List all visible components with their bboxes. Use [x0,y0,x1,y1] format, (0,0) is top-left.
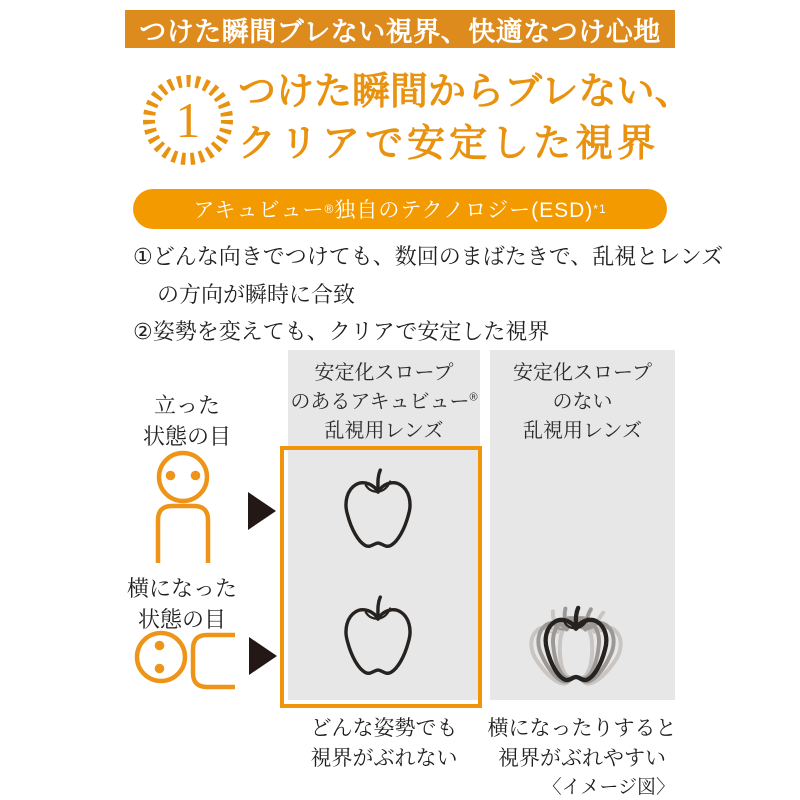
feature-heading-line1: つけた瞬間からブレない、 [238,71,693,113]
right-column-caption: 横になったりすると 視界がぶれやすい [487,717,677,770]
brand-name: アキュビュー [193,199,325,222]
bullet1-line1: ①どんな向きでつけても、数回のまばたきで、乱視とレンズ [133,244,724,269]
lying-pose-label: 横になった 状態の目 [126,576,237,632]
lying-person-icon [132,628,247,694]
arrow-right-icon [249,637,277,675]
right-header-line2: のない [552,391,613,413]
arrow-right-icon [248,492,276,530]
bullet2: ②姿勢を変えても、クリアで安定した視界 [133,319,550,344]
left-header-line1: 安定化スロープ [314,362,454,384]
bullet1-line2: の方向が瞬時に合致 [157,281,356,307]
feature-heading-line2: クリアで安定した視界 [238,123,660,165]
top-banner-text: つけた瞬間ブレない視界、快適なつけ心地 [139,16,661,47]
right-header-line1: 安定化スロープ [513,362,652,384]
standing-pose-label: 立った 状態の目 [142,393,231,449]
blurry-apple-icon [513,600,639,690]
left-column-header [288,350,480,446]
top-banner [125,10,675,48]
feature-heading [238,66,698,170]
feature-number-badge [142,74,234,166]
standing-person-icon [150,450,220,565]
right-column-header [490,350,675,446]
left-header-line3: 乱視用レンズ [324,420,444,442]
technology-text: 独自のテクノロジー(ESD) [334,199,594,222]
image-note: 〈イメージ図〉 [542,777,675,798]
technology-banner: アキュビュー ® 独自のテクノロジー(ESD) *1 [133,189,667,229]
feature-description [133,238,724,351]
left-header-line2: のあるアキュビュー® [290,391,478,413]
stable-apple-icon [340,594,416,680]
registered-mark: ® [469,391,478,404]
left-column-caption: どんな姿勢でも 視界がぶれない [310,717,458,770]
stable-apple-icon [340,467,416,553]
feature-number: 1 [175,92,201,148]
right-header-line3: 乱視用レンズ [523,420,642,442]
